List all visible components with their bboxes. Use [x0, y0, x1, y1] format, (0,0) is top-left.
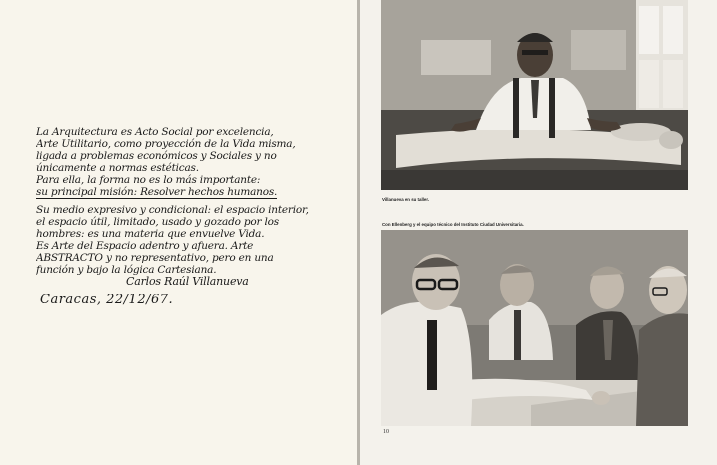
manuscript-line: ABSTRACTO y no representativo, pero en una: [36, 251, 274, 264]
handwritten-manifesto: [36, 126, 336, 341]
page-number: 10: [383, 429, 389, 435]
manuscript-line: ligada a problemas económicos y Sociales y no: [36, 150, 277, 163]
photo-villanueva-studio: [381, 0, 688, 190]
manuscript-line: Es Arte del Espacio adentro y afuera. Arte: [36, 239, 254, 252]
signature: Carlos Raúl Villanueva: [126, 276, 249, 289]
photo-caption-bottom: Con Ellenberg y el equipo técnico del Instituto Ciudad Universitaria.: [382, 222, 524, 227]
manuscript-line: Su medio expresivo y condicional: el espacio interior,: [36, 203, 309, 216]
manuscript-line: únicamente a normas estéticas.: [36, 162, 199, 175]
manuscript-line: su principal misión: Resolver hechos humanos.: [36, 186, 278, 199]
manuscript-line: La Arquitectura es Acto Social por excelencia,: [36, 126, 274, 138]
photo-caption-top: Villanueva en su taller.: [382, 197, 430, 202]
manuscript-line: función y bajo la lógica Cartesiana.: [36, 264, 217, 277]
photo-technical-team: [381, 230, 688, 426]
manuscript-line: Para ella, la forma no es lo más importante:: [36, 174, 261, 187]
manuscript-line: hombres: es una materia que envuelve Vida.: [36, 227, 265, 240]
manuscript-line: Arte Utilitario, como proyección de la Vida misma,: [36, 138, 296, 151]
manuscript-date: Caracas, 22/12/67.: [40, 294, 174, 307]
manuscript-line: el espacio útil, limitado, usado y gozado por los: [36, 215, 279, 228]
